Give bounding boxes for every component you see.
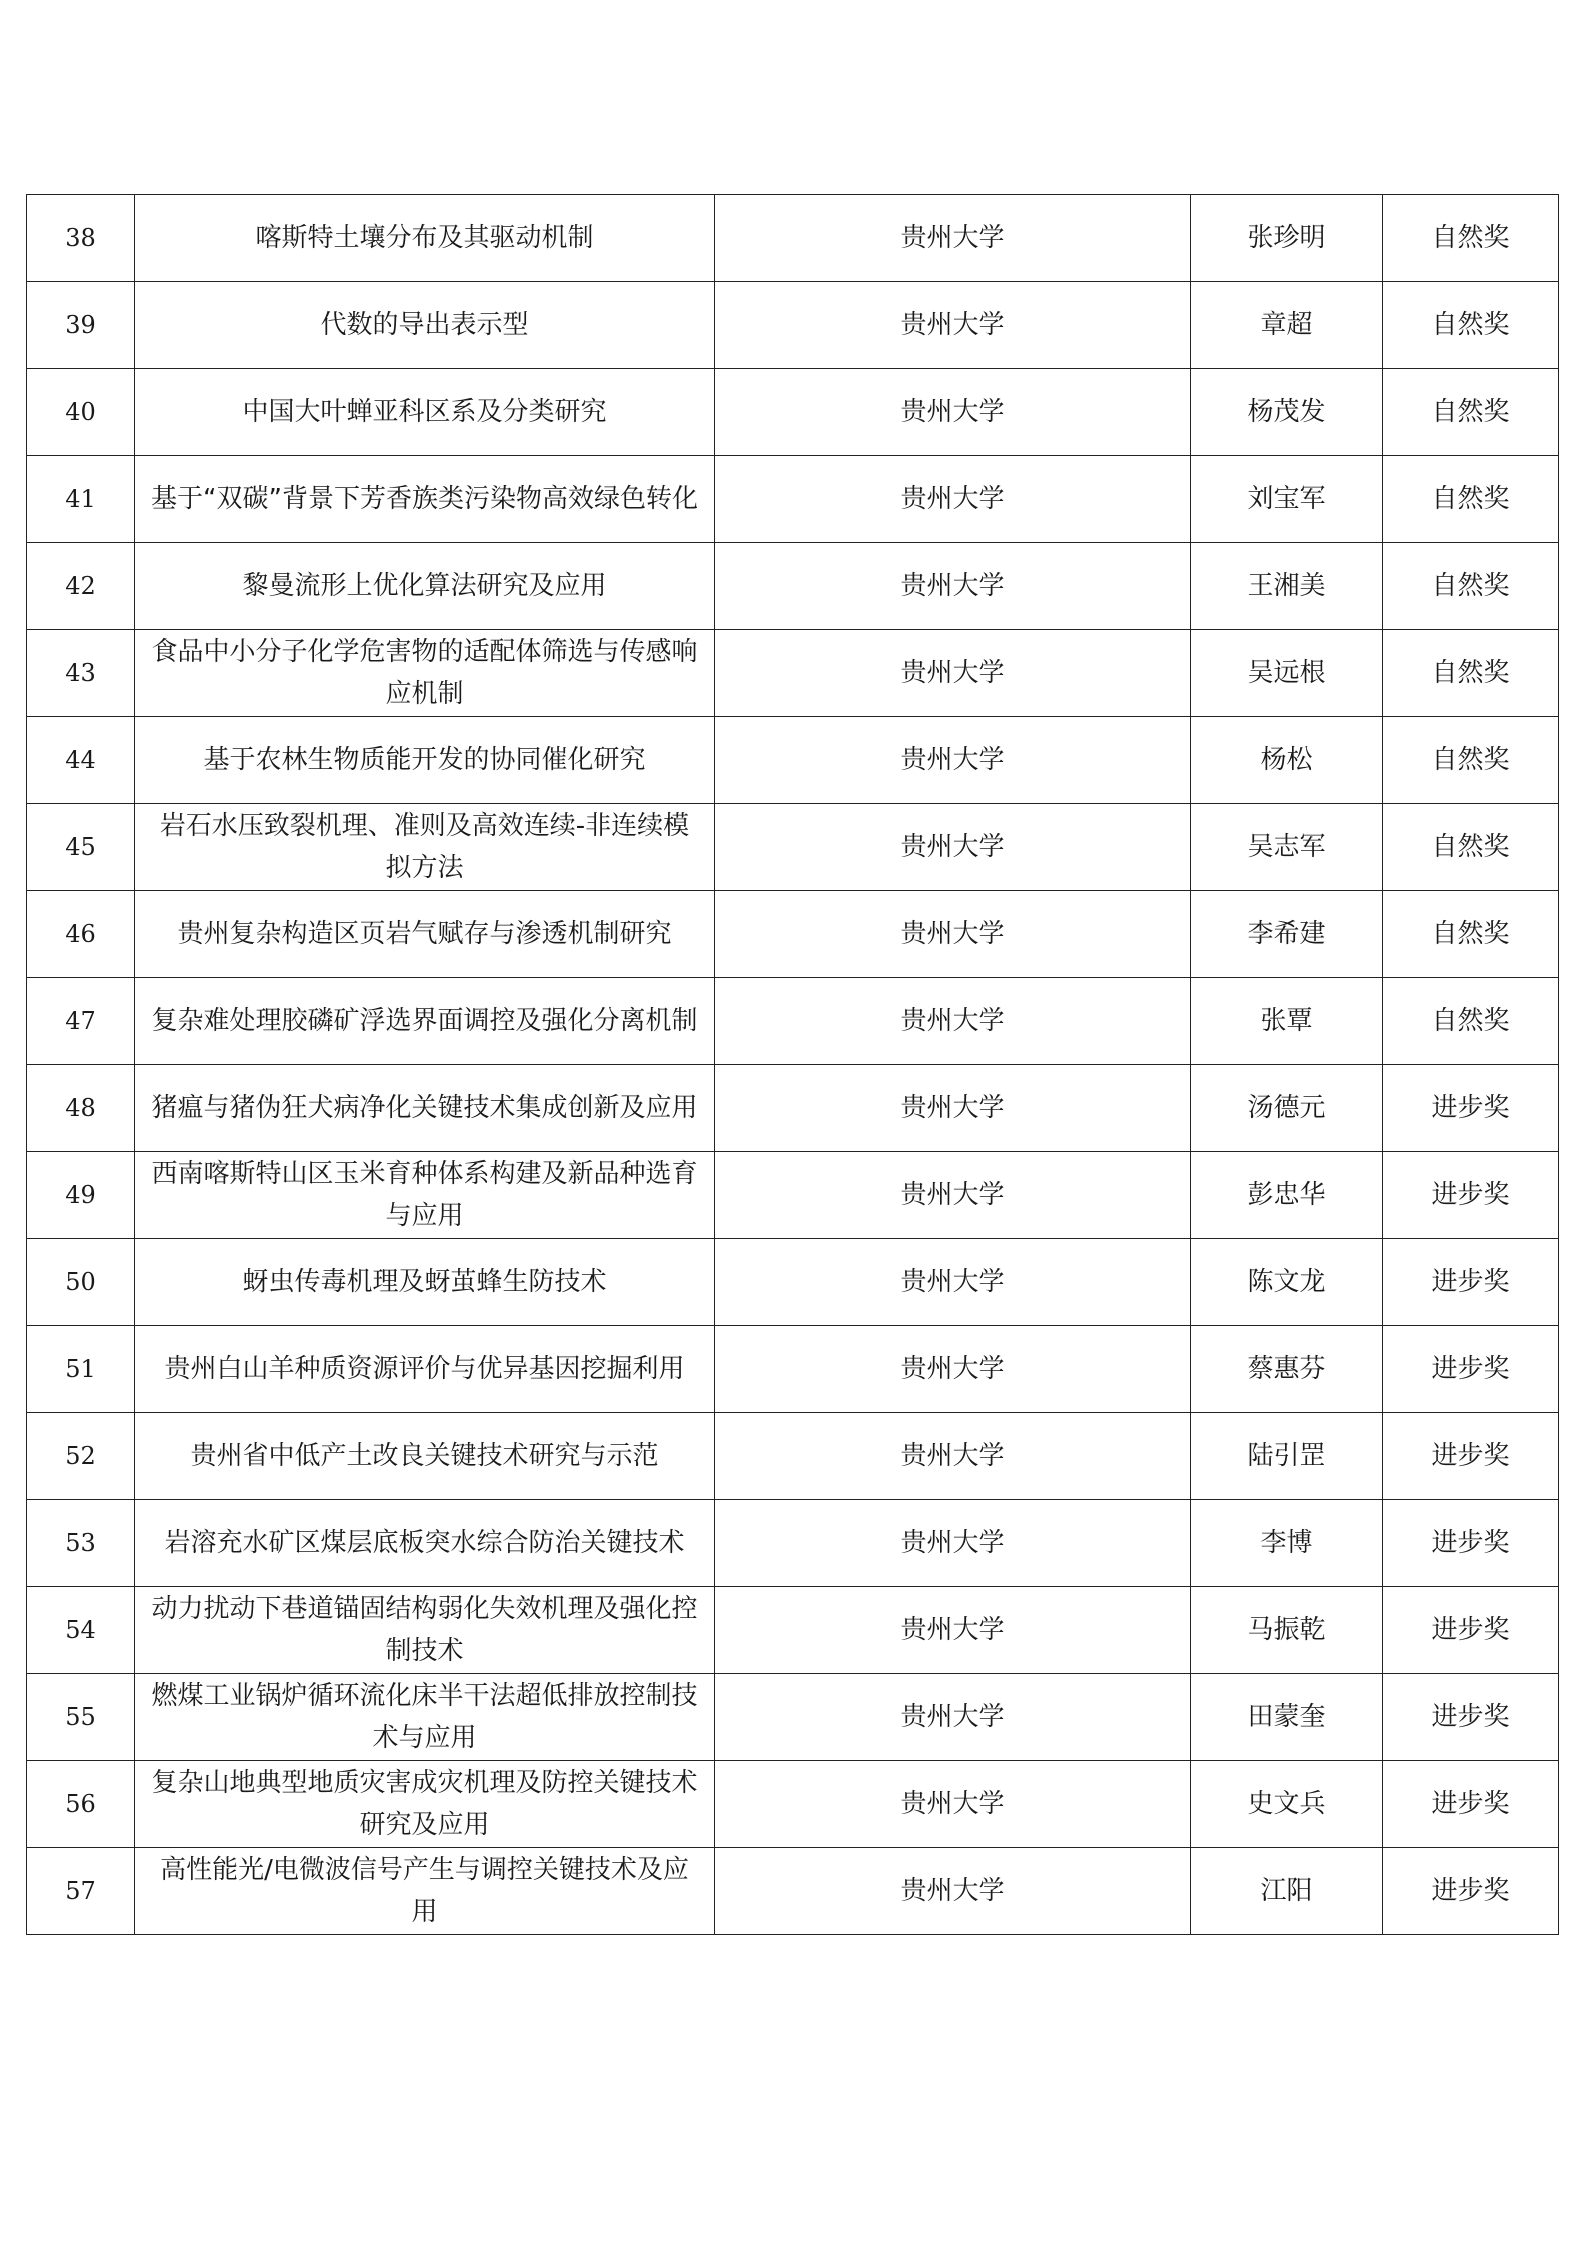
institution-cell: 贵州大学: [715, 456, 1191, 543]
row-number-cell: 49: [27, 1152, 135, 1239]
table-row: [27, 891, 1559, 978]
project-title-cell: 猪瘟与猪伪狂犬病净化关键技术集成创新及应用: [135, 1065, 715, 1152]
project-title-cell: 蚜虫传毒机理及蚜茧蜂生防技术: [135, 1239, 715, 1326]
award-type-cell: 自然奖: [1383, 804, 1559, 891]
project-title-cell: 基于“双碳”背景下芳香族类污染物高效绿色转化: [135, 456, 715, 543]
award-type-cell: 进步奖: [1383, 1587, 1559, 1674]
institution-cell: 贵州大学: [715, 1587, 1191, 1674]
row-number-cell: 50: [27, 1239, 135, 1326]
row-number-cell: 48: [27, 1065, 135, 1152]
award-type-cell: 自然奖: [1383, 195, 1559, 282]
project-title-cell: 中国大叶蝉亚科区系及分类研究: [135, 369, 715, 456]
row-number-cell: 53: [27, 1500, 135, 1587]
row-number-cell: 54: [27, 1587, 135, 1674]
row-number-cell: 44: [27, 717, 135, 804]
lead-person-cell: 陆引罡: [1191, 1413, 1383, 1500]
row-number-cell: 51: [27, 1326, 135, 1413]
award-type-cell: 进步奖: [1383, 1674, 1559, 1761]
lead-person-cell: 李希建: [1191, 891, 1383, 978]
award-type-cell: 自然奖: [1383, 978, 1559, 1065]
institution-cell: 贵州大学: [715, 1848, 1191, 1935]
project-title-cell: 岩石水压致裂机理、准则及高效连续-非连续模拟方法: [135, 804, 715, 891]
institution-cell: 贵州大学: [715, 1326, 1191, 1413]
table-row: [27, 1587, 1559, 1674]
institution-cell: 贵州大学: [715, 1152, 1191, 1239]
table-row: [27, 804, 1559, 891]
project-title-cell: 复杂难处理胶磷矿浮选界面调控及强化分离机制: [135, 978, 715, 1065]
table-row: [27, 543, 1559, 630]
project-title-cell: 燃煤工业锅炉循环流化床半干法超低排放控制技术与应用: [135, 1674, 715, 1761]
row-number-cell: 56: [27, 1761, 135, 1848]
institution-cell: 贵州大学: [715, 804, 1191, 891]
row-number-cell: 43: [27, 630, 135, 717]
table-row: [27, 1065, 1559, 1152]
project-title-cell: 基于农林生物质能开发的协同催化研究: [135, 717, 715, 804]
table-row: [27, 369, 1559, 456]
lead-person-cell: 杨茂发: [1191, 369, 1383, 456]
project-title-cell: 西南喀斯特山区玉米育种体系构建及新品种选育与应用: [135, 1152, 715, 1239]
project-title-cell: 岩溶充水矿区煤层底板突水综合防治关键技术: [135, 1500, 715, 1587]
project-title-cell: 贵州省中低产土改良关键技术研究与示范: [135, 1413, 715, 1500]
table-row: [27, 195, 1559, 282]
institution-cell: 贵州大学: [715, 1500, 1191, 1587]
project-title-cell: 贵州白山羊种质资源评价与优异基因挖掘利用: [135, 1326, 715, 1413]
table-row: [27, 1674, 1559, 1761]
award-type-cell: 进步奖: [1383, 1848, 1559, 1935]
row-number-cell: 57: [27, 1848, 135, 1935]
institution-cell: 贵州大学: [715, 543, 1191, 630]
award-type-cell: 进步奖: [1383, 1152, 1559, 1239]
row-number-cell: 55: [27, 1674, 135, 1761]
institution-cell: 贵州大学: [715, 891, 1191, 978]
lead-person-cell: 李博: [1191, 1500, 1383, 1587]
lead-person-cell: 张覃: [1191, 978, 1383, 1065]
award-list-table: [26, 194, 1559, 1935]
project-title-cell: 贵州复杂构造区页岩气赋存与渗透机制研究: [135, 891, 715, 978]
award-table-body: [27, 195, 1559, 1935]
institution-cell: 贵州大学: [715, 978, 1191, 1065]
lead-person-cell: 田蒙奎: [1191, 1674, 1383, 1761]
award-type-cell: 自然奖: [1383, 369, 1559, 456]
project-title-cell: 复杂山地典型地质灾害成灾机理及防控关键技术研究及应用: [135, 1761, 715, 1848]
lead-person-cell: 史文兵: [1191, 1761, 1383, 1848]
table-row: [27, 1413, 1559, 1500]
table-row: [27, 1239, 1559, 1326]
row-number-cell: 46: [27, 891, 135, 978]
award-type-cell: 进步奖: [1383, 1065, 1559, 1152]
lead-person-cell: 章超: [1191, 282, 1383, 369]
row-number-cell: 47: [27, 978, 135, 1065]
lead-person-cell: 刘宝军: [1191, 456, 1383, 543]
lead-person-cell: 江阳: [1191, 1848, 1383, 1935]
institution-cell: 贵州大学: [715, 1761, 1191, 1848]
row-number-cell: 52: [27, 1413, 135, 1500]
award-type-cell: 自然奖: [1383, 717, 1559, 804]
institution-cell: 贵州大学: [715, 717, 1191, 804]
award-type-cell: 自然奖: [1383, 282, 1559, 369]
award-type-cell: 进步奖: [1383, 1326, 1559, 1413]
table-row: [27, 456, 1559, 543]
table-row: [27, 1500, 1559, 1587]
table-row: [27, 978, 1559, 1065]
institution-cell: 贵州大学: [715, 630, 1191, 717]
lead-person-cell: 陈文龙: [1191, 1239, 1383, 1326]
institution-cell: 贵州大学: [715, 369, 1191, 456]
lead-person-cell: 马振乾: [1191, 1587, 1383, 1674]
table-row: [27, 1761, 1559, 1848]
lead-person-cell: 彭忠华: [1191, 1152, 1383, 1239]
row-number-cell: 39: [27, 282, 135, 369]
institution-cell: 贵州大学: [715, 282, 1191, 369]
row-number-cell: 45: [27, 804, 135, 891]
table-row: [27, 1326, 1559, 1413]
project-title-cell: 高性能光/电微波信号产生与调控关键技术及应用: [135, 1848, 715, 1935]
award-type-cell: 自然奖: [1383, 543, 1559, 630]
award-type-cell: 自然奖: [1383, 891, 1559, 978]
lead-person-cell: 张珍明: [1191, 195, 1383, 282]
award-type-cell: 进步奖: [1383, 1239, 1559, 1326]
lead-person-cell: 吴远根: [1191, 630, 1383, 717]
institution-cell: 贵州大学: [715, 1239, 1191, 1326]
award-type-cell: 进步奖: [1383, 1500, 1559, 1587]
lead-person-cell: 吴志军: [1191, 804, 1383, 891]
table-row: [27, 1848, 1559, 1935]
table-row: [27, 717, 1559, 804]
institution-cell: 贵州大学: [715, 1674, 1191, 1761]
award-type-cell: 进步奖: [1383, 1413, 1559, 1500]
award-type-cell: 自然奖: [1383, 456, 1559, 543]
lead-person-cell: 杨松: [1191, 717, 1383, 804]
project-title-cell: 代数的导出表示型: [135, 282, 715, 369]
project-title-cell: 动力扰动下巷道锚固结构弱化失效机理及强化控制技术: [135, 1587, 715, 1674]
institution-cell: 贵州大学: [715, 195, 1191, 282]
institution-cell: 贵州大学: [715, 1065, 1191, 1152]
lead-person-cell: 汤德元: [1191, 1065, 1383, 1152]
award-type-cell: 进步奖: [1383, 1761, 1559, 1848]
table-row: [27, 1152, 1559, 1239]
award-type-cell: 自然奖: [1383, 630, 1559, 717]
lead-person-cell: 蔡惠芬: [1191, 1326, 1383, 1413]
project-title-cell: 黎曼流形上优化算法研究及应用: [135, 543, 715, 630]
row-number-cell: 41: [27, 456, 135, 543]
institution-cell: 贵州大学: [715, 1413, 1191, 1500]
row-number-cell: 38: [27, 195, 135, 282]
lead-person-cell: 王湘美: [1191, 543, 1383, 630]
project-title-cell: 喀斯特土壤分布及其驱动机制: [135, 195, 715, 282]
row-number-cell: 42: [27, 543, 135, 630]
table-row: [27, 282, 1559, 369]
row-number-cell: 40: [27, 369, 135, 456]
project-title-cell: 食品中小分子化学危害物的适配体筛选与传感响应机制: [135, 630, 715, 717]
table-row: [27, 630, 1559, 717]
